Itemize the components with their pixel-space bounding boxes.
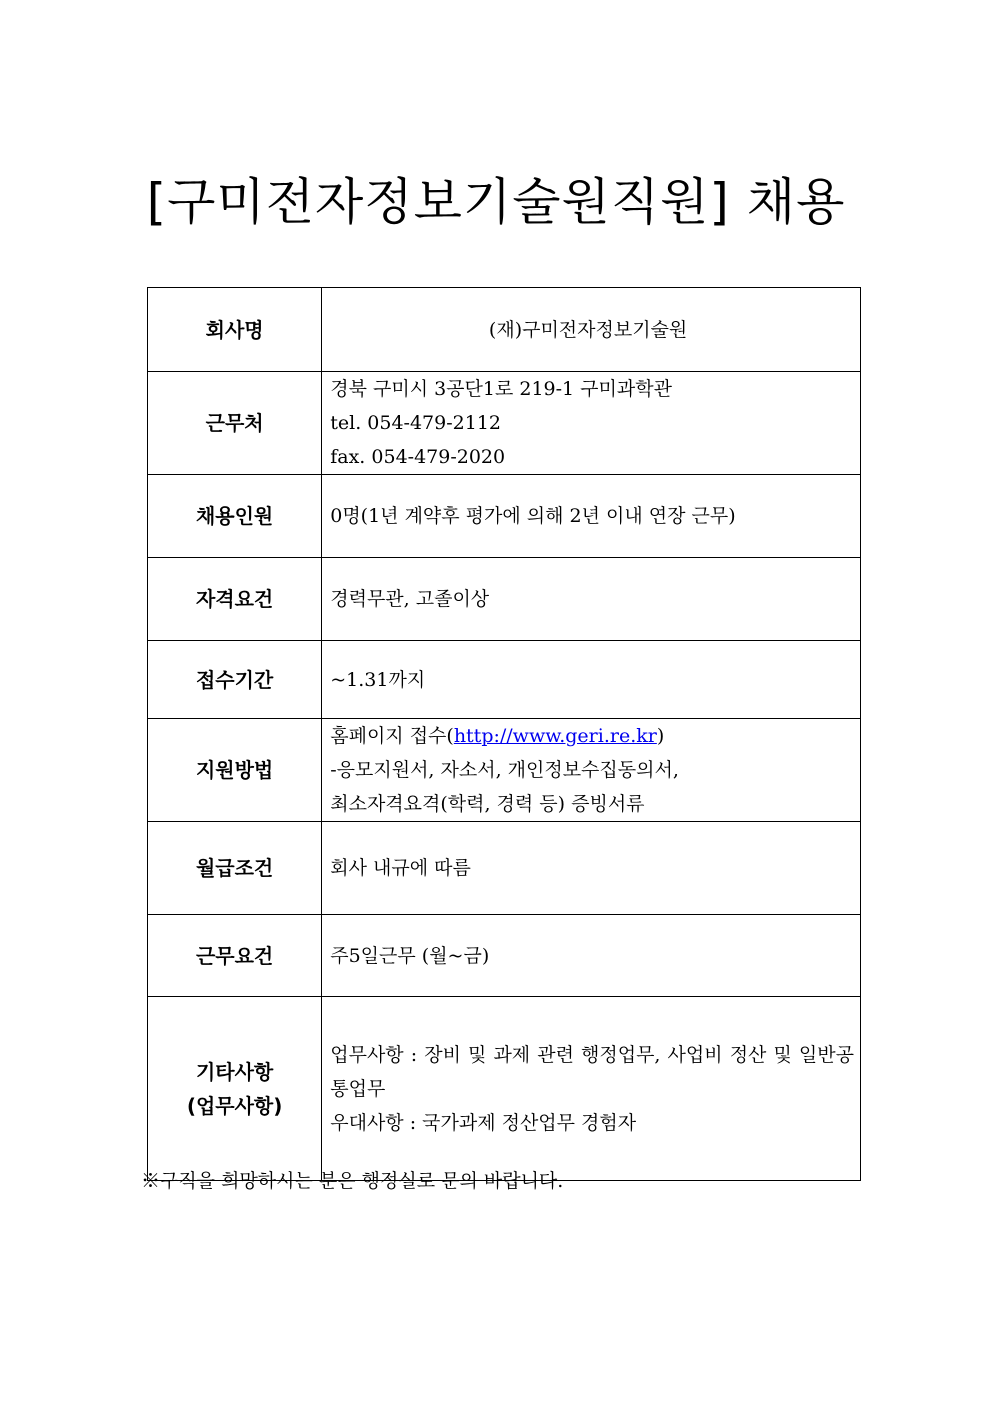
workplace-label: 근무처 (148, 372, 322, 475)
other-preference: 우대사항 : 국가과제 정산업무 경험자 (330, 1111, 637, 1134)
table-row-other (148, 997, 861, 1181)
footnote: ※구직을 희망하시는 분은 행정실로 문의 바랍니다. (141, 1170, 564, 1192)
other-label (148, 997, 322, 1181)
headcount-value: 0명(1년 계약후 평가에 의해 2년 이내 연장 근무) (322, 475, 861, 558)
workplace-fax: fax. 054-479-2020 (330, 446, 506, 468)
method-line-1-prefix: 홈페이지 접수( (330, 725, 454, 747)
method-label: 지원방법 (148, 719, 322, 822)
workplace-tel: tel. 054-479-2112 (330, 412, 501, 434)
headcount-label: 채용인원 (148, 475, 322, 558)
other-duties: 업무사항 : 장비 및 과제 관련 행정업무, 사업비 정산 및 일반공통업무 (330, 1043, 854, 1100)
company-label: 회사명 (148, 288, 322, 372)
other-label-line-2: (업무사항) (186, 1093, 283, 1118)
other-value (322, 997, 861, 1181)
qualification-value: 경력무관, 고졸이상 (322, 558, 861, 641)
table-row-qualification (148, 558, 861, 641)
table-row-conditions (148, 915, 861, 997)
salary-value: 회사 내규에 따름 (322, 822, 861, 915)
table-row-workplace (148, 372, 861, 475)
workplace-address: 경북 구미시 3공단1로 219-1 구미과학관 (330, 378, 672, 400)
method-line-3: 최소자격요격(학력, 경력 등) 증빙서류 (330, 793, 645, 815)
table-row-headcount (148, 475, 861, 558)
salary-label: 월급조건 (148, 822, 322, 915)
table-row-method (148, 719, 861, 822)
workplace-value (322, 372, 861, 475)
homepage-link[interactable]: http://www.geri.re.kr (453, 725, 657, 747)
other-label-line-1: 기타사항 (195, 1059, 274, 1084)
method-line-2: -응모지원서, 자소서, 개인정보수집동의서, (330, 759, 679, 781)
period-label: 접수기간 (148, 641, 322, 719)
table-row-period (148, 641, 861, 719)
period-value: ~1.31까지 (322, 641, 861, 719)
table-row-company (148, 288, 861, 372)
recruitment-table (147, 287, 861, 1181)
conditions-label: 근무요건 (148, 915, 322, 997)
method-line-1-suffix: ) (656, 725, 665, 747)
qualification-label: 자격요건 (148, 558, 322, 641)
table-row-salary (148, 822, 861, 915)
method-line-1 (330, 719, 854, 753)
company-value: (재)구미전자정보기술원 (322, 288, 861, 372)
page-title: [구미전자정보기술원직원] 채용 (146, 173, 846, 231)
method-value (322, 719, 861, 822)
conditions-value: 주5일근무 (월~금) (322, 915, 861, 997)
